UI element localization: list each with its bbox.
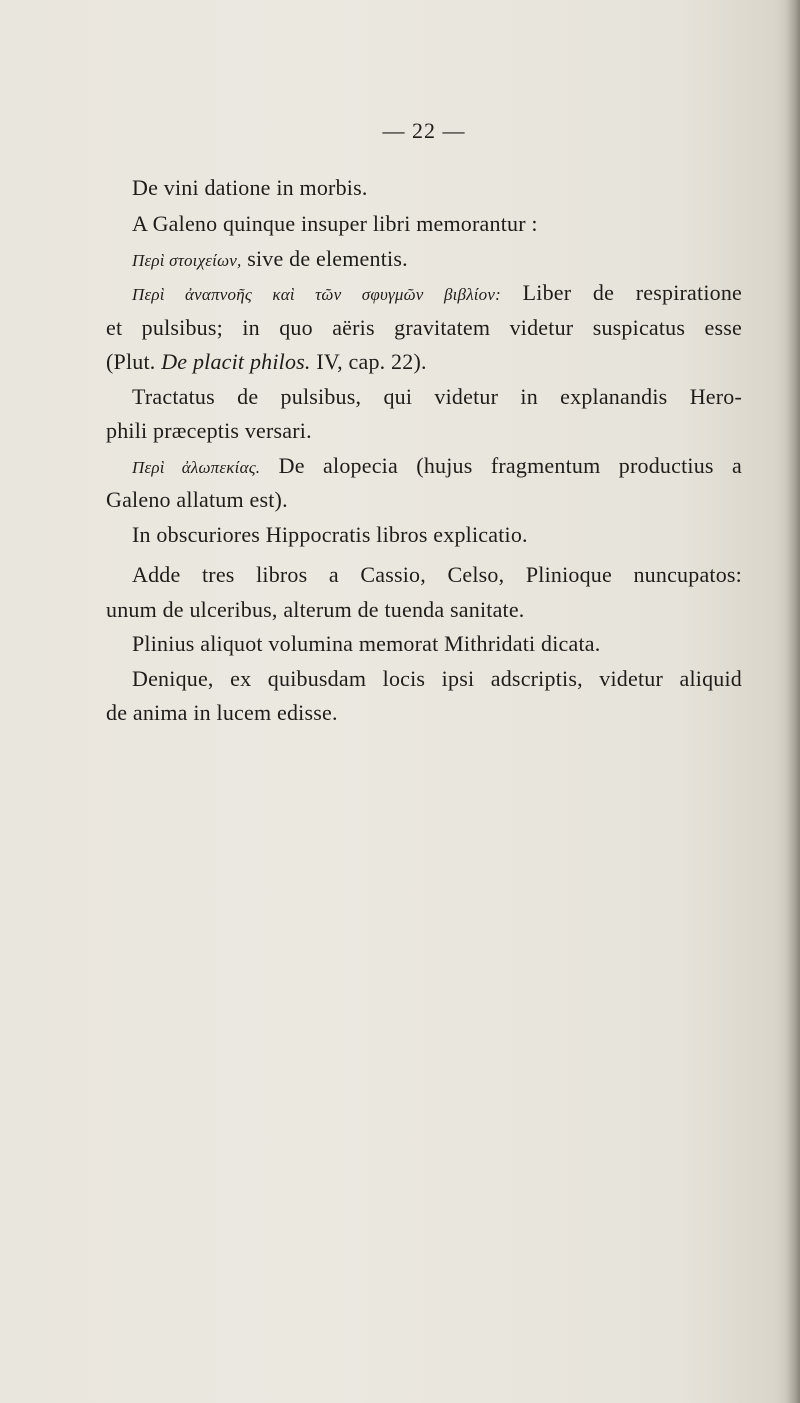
text-line: phili præceptis versari. [106,418,312,443]
text-line [106,242,742,277]
text-line: et pulsibus; in quo aëris gravitatem videtur suspicatus esse [106,314,742,340]
page-text-block [106,114,742,731]
text-line [106,345,742,380]
text-line: Denique, ex quibusdam locis ipsi adscriptis, videtur aliquid [132,665,742,691]
page-number: — 22 — [382,118,466,143]
text-line [106,276,742,311]
text-span: De alopecia (hujus fragmentum productius a [260,452,742,478]
text-line: A Galeno quinque insuper libri memorantur : [132,211,538,236]
text-line: In obscuriores Hippocratis libros explicatio. [132,521,528,547]
greek-title: Περὶ στοιχείων, [132,250,242,270]
greek-title: Περὶ ἀναπνοῆς καὶ τῶν σφυγμῶν βιβλίον: [132,285,501,304]
text-span: IV, cap. 22). [310,349,427,374]
text-line: unum de ulceribus, alterum de tuenda sanitate. [106,596,525,622]
greek-title: Περὶ ἀλωπεκίας. [132,457,261,477]
text-span: sive de elementis. [241,245,408,271]
text-span: Liber de respiratione [501,280,742,305]
text-line: de anima in lucem edisse. [106,700,338,725]
italic-citation: De placit philos. [161,349,311,374]
text-line [106,449,742,484]
page-edge-shadow [786,0,800,1403]
text-line: De vini datione in morbis. [132,174,368,200]
text-line: Plinius aliquot volumina memorat Mithridati dicata. [132,631,601,656]
text-span: (Plut. [106,349,162,374]
text-line: Adde tres libros a Cassio, Celso, Plinioque nuncupatos: [132,562,742,587]
text-line: Galeno allatum est). [106,487,288,512]
text-line: Tractatus de pulsibus, qui videtur in explanandis Hero- [132,383,742,409]
